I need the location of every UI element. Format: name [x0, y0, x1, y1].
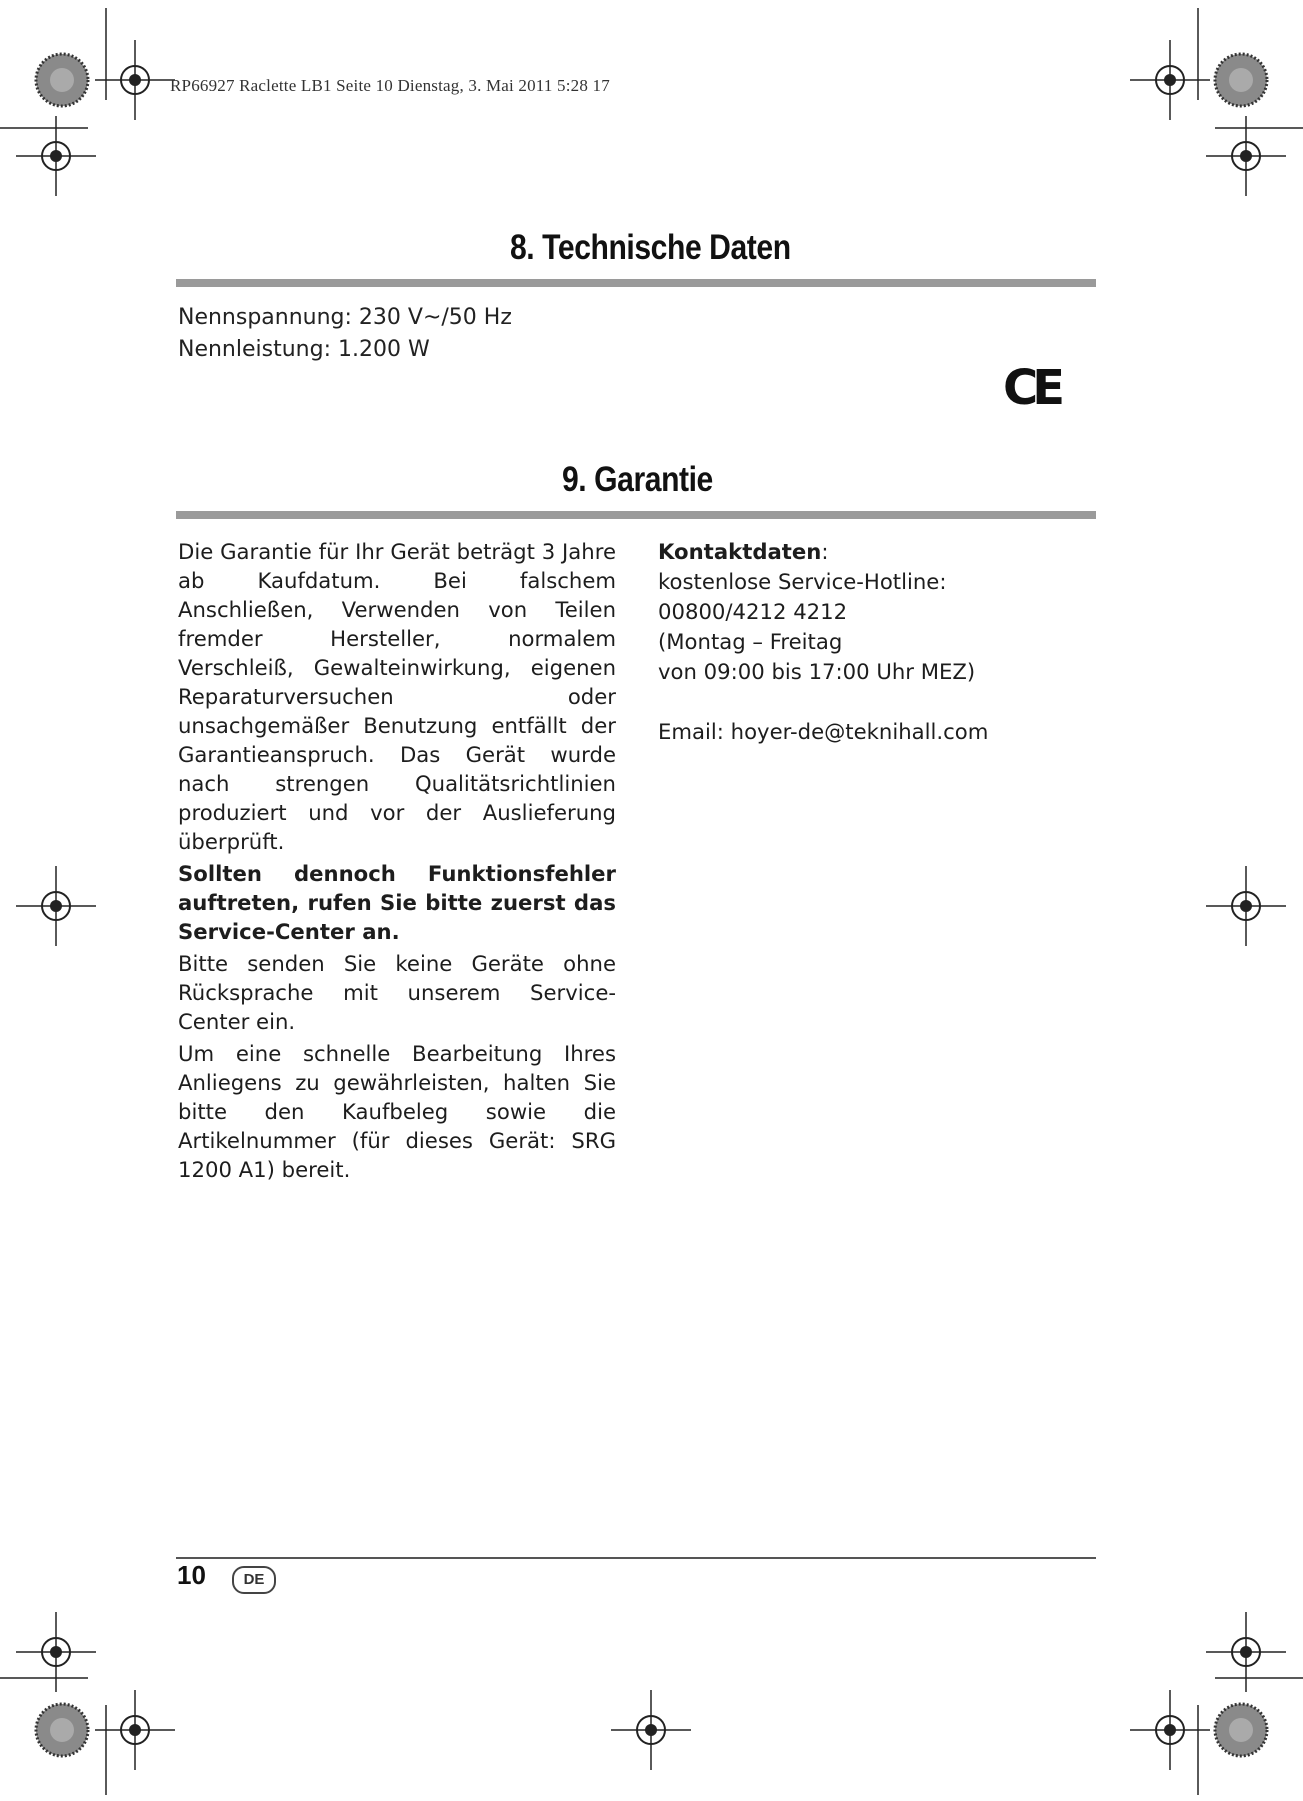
section-title-warranty: 9. Garantie	[562, 460, 713, 499]
crosshair-icon	[16, 1612, 96, 1692]
crosshair-icon	[16, 866, 96, 946]
color-bar-icon	[36, 1704, 88, 1756]
contact-heading-colon: :	[821, 539, 829, 564]
section-rule	[176, 511, 1096, 519]
color-bar-icon	[1215, 54, 1267, 106]
contact-block	[658, 537, 1078, 747]
ce-mark-icon: CE	[1003, 360, 1060, 416]
contact-heading: Kontaktdaten	[658, 539, 822, 564]
print-slug: RP66927 Raclette LB1 Seite 10 Dienstag, 3. Mai 2011 5:28 17	[170, 76, 610, 95]
contact-email: Email: hoyer-de@teknihall.com	[658, 719, 989, 744]
spec-voltage: Nennspannung: 230 V~/50 Hz	[178, 305, 512, 330]
hotline-label: kostenlose Service-Hotline:	[658, 569, 947, 594]
warranty-notice: Sollten dennoch Funktionsfehler auftreten, rufen Sie bitte zuerst das Service-Center an.	[178, 861, 616, 944]
warranty-paragraph: Um eine schnelle Bearbeitung Ihres Anliegens zu gewährleisten, halten Sie bitte den Kaufbeleg sowie die Artikelnummer (für dieses Gerät: SRG 1200 A1) bereit.	[178, 1041, 616, 1182]
spec-power: Nennleistung: 1.200 W	[178, 337, 430, 362]
warranty-text-column	[178, 537, 616, 1184]
footer-rule	[176, 1557, 1096, 1559]
hours-time: von 09:00 bis 17:00 Uhr MEZ)	[658, 659, 976, 684]
color-bar-icon	[36, 54, 88, 106]
color-bar-icon	[1215, 1704, 1267, 1756]
crosshair-icon	[1206, 1612, 1286, 1692]
warranty-paragraph: Die Garantie für Ihr Gerät beträgt 3 Jahre ab Kaufdatum. Bei falschem Anschließen, Verwenden von Teilen fremder Hersteller, normalem Verschleiß, Gewalteinwirkung, eigenen Reparaturversuchen oder unsachgemäßer Benutzung entfällt der Garantieanspruch. Das Gerät wurde nach strengen Qualitätsrichtlinien produziert und vor der Auslieferung überprüft.	[178, 539, 616, 854]
section-title-technical-data: 8. Technische Daten	[510, 228, 791, 267]
hours-days: (Montag – Freitag	[658, 629, 843, 654]
crosshair-icon	[1206, 866, 1286, 946]
section-rule	[176, 279, 1096, 287]
warranty-paragraph: Bitte senden Sie keine Geräte ohne Rücksprache mit unserem Service-Center ein.	[178, 951, 616, 1034]
country-badge: DE	[232, 1566, 276, 1594]
crosshair-icon	[95, 1690, 175, 1770]
hotline-number: 00800/4212 4212	[658, 599, 848, 624]
page-number: 10	[177, 1560, 206, 1590]
crosshair-icon	[611, 1690, 691, 1770]
crosshair-icon	[95, 40, 175, 120]
